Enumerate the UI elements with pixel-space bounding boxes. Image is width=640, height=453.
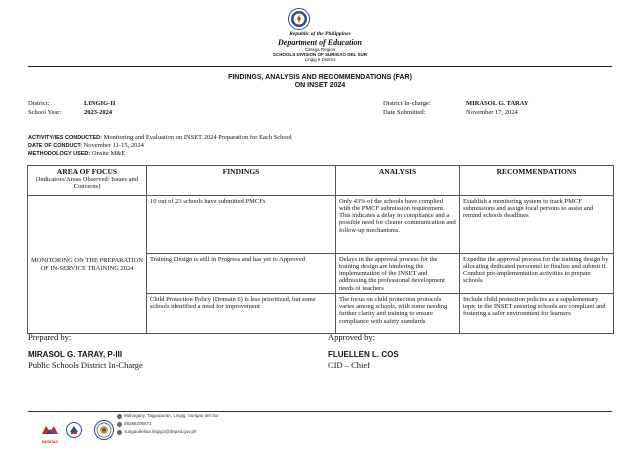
header-analysis: ANALYSIS: [336, 166, 460, 196]
phone-icon: [117, 422, 122, 427]
analysis-cell: The focus on child protection protocols varies among schools, with some needing further clarity and training to ensure compliance with safety standards: [336, 294, 460, 334]
methodology-line: [28, 151, 125, 158]
header-division: SCHOOLS DIVISION OF SURIGAO DEL SUR: [273, 52, 367, 57]
area-of-focus-cell: MONITORING ON THE PREPARATION OF IN-SERVICE TRAINING 2024: [28, 196, 147, 334]
prepared-by-position: Public Schools District In-Charge: [28, 360, 143, 370]
header-area-of-focus: [28, 166, 147, 196]
date-submitted-value: November 17, 2024: [466, 109, 518, 116]
district-value: LINGIG-II: [84, 100, 116, 107]
district-label: District:: [28, 100, 50, 107]
in-charge-value: MIRASOL G. TARAY: [466, 100, 529, 107]
activity-value: Monitoring and Evaluation on INSET 2024 Preparation for Each School: [103, 134, 292, 141]
approved-by-name: FLUELLEN L. COS: [328, 350, 399, 359]
email-icon: [117, 430, 122, 435]
methodology-value: Onsite M&E: [91, 150, 126, 157]
table-row: [28, 196, 614, 254]
approved-by-label: Approved by:: [328, 332, 375, 342]
analysis-cell: Only 43% of the schools have complied with the PMCF submission requirement. This indicates a delay in compliance and a possible need for clearer communication and follow-up mechanisms.: [336, 196, 460, 254]
recommendation-cell: Expedite the approval process for the training design by allocating dedicated personnel to finalize and submit it. Conduct pre-implementation activities to prepare schools: [460, 254, 614, 294]
division-seal-icon: [94, 420, 114, 440]
header-region: Caraga Region: [304, 47, 336, 52]
finding-cell: Training Design is still in Progress and has yet to Approved: [147, 254, 336, 294]
date-of-conduct-value: November 11-15, 2024: [83, 142, 144, 149]
deped-seal-icon: [288, 8, 310, 30]
finding-cell: Child Protection Policy (Domain 6) is less prioritized, but some schools identified a need for improvement: [147, 294, 336, 334]
school-year-value: 2023-2024: [84, 109, 113, 116]
matatag-logo: [40, 423, 60, 445]
date-of-conduct-line: [28, 143, 144, 150]
header-recommendations: RECOMMENDATIONS: [460, 166, 614, 196]
header-republic: Republic of the Philippines: [289, 31, 351, 37]
footer-divider: [28, 411, 612, 412]
footer-email: surigaodelsur.lingig2@deped.gov.ph: [124, 429, 197, 434]
analysis-cell: Delays in the approval process for the training design are hindering the implementation of the INSET and addressing the professional development needs of teachers: [336, 254, 460, 294]
in-charge-label: District In-charge:: [383, 100, 431, 107]
school-year-label: School Year:: [28, 109, 62, 116]
header-district: Lingig II District: [304, 57, 336, 62]
document-title: FINDINGS, ANALYSIS AND RECOMMENDATIONS (FAR): [228, 74, 412, 81]
approved-by-position: CID – Chief: [328, 360, 371, 370]
prepared-by-label: Prepared by:: [28, 332, 72, 342]
header-department: Department of Education: [277, 38, 362, 47]
recommendation-cell: Include child protection policies as a supplementary topic in the INSET ensuring schools are compliant and fostering a safer environment for learners: [460, 294, 614, 334]
activity-label: ACTIVITY/IES CONDUCTED:: [28, 135, 102, 141]
methodology-label: METHODOLOGY USED:: [28, 151, 91, 157]
deped-logo-icon: [66, 422, 82, 438]
activity-line: [28, 135, 292, 142]
matatag-emblem-icon: [40, 424, 60, 436]
recommendation-cell: Establish a monitoring system to track PMCF submissions and assign focal persons to assist and remind schools deadlines: [460, 196, 614, 254]
matatag-logo-text: MATATAG: [41, 440, 59, 444]
prepared-by-name: MIRASOL G. TARAY, P-III: [28, 350, 123, 359]
finding-cell: 10 out of 23 schools have submitted PMCFs: [147, 196, 336, 254]
date-submitted-label: Date Submitted:: [383, 109, 426, 116]
location-icon: [117, 414, 122, 419]
header-divider: [28, 66, 612, 67]
date-of-conduct-label: DATE OF CONDUCT:: [28, 143, 82, 149]
far-table: [27, 165, 614, 334]
footer-address: Mahogany, Tagpupuran, Lingig, Surigao del Sur: [124, 413, 219, 418]
header-focus-subtitle: (Indicators/Areas Observed/ Issues and Concerns): [36, 175, 138, 191]
document-subtitle: ON INSET 2024: [294, 82, 346, 89]
table-header-row: [28, 166, 614, 196]
header-focus-title: AREA OF FOCUS: [56, 166, 118, 176]
footer-phone: 09285206671: [124, 421, 152, 426]
header-findings: FINDINGS: [147, 166, 336, 196]
